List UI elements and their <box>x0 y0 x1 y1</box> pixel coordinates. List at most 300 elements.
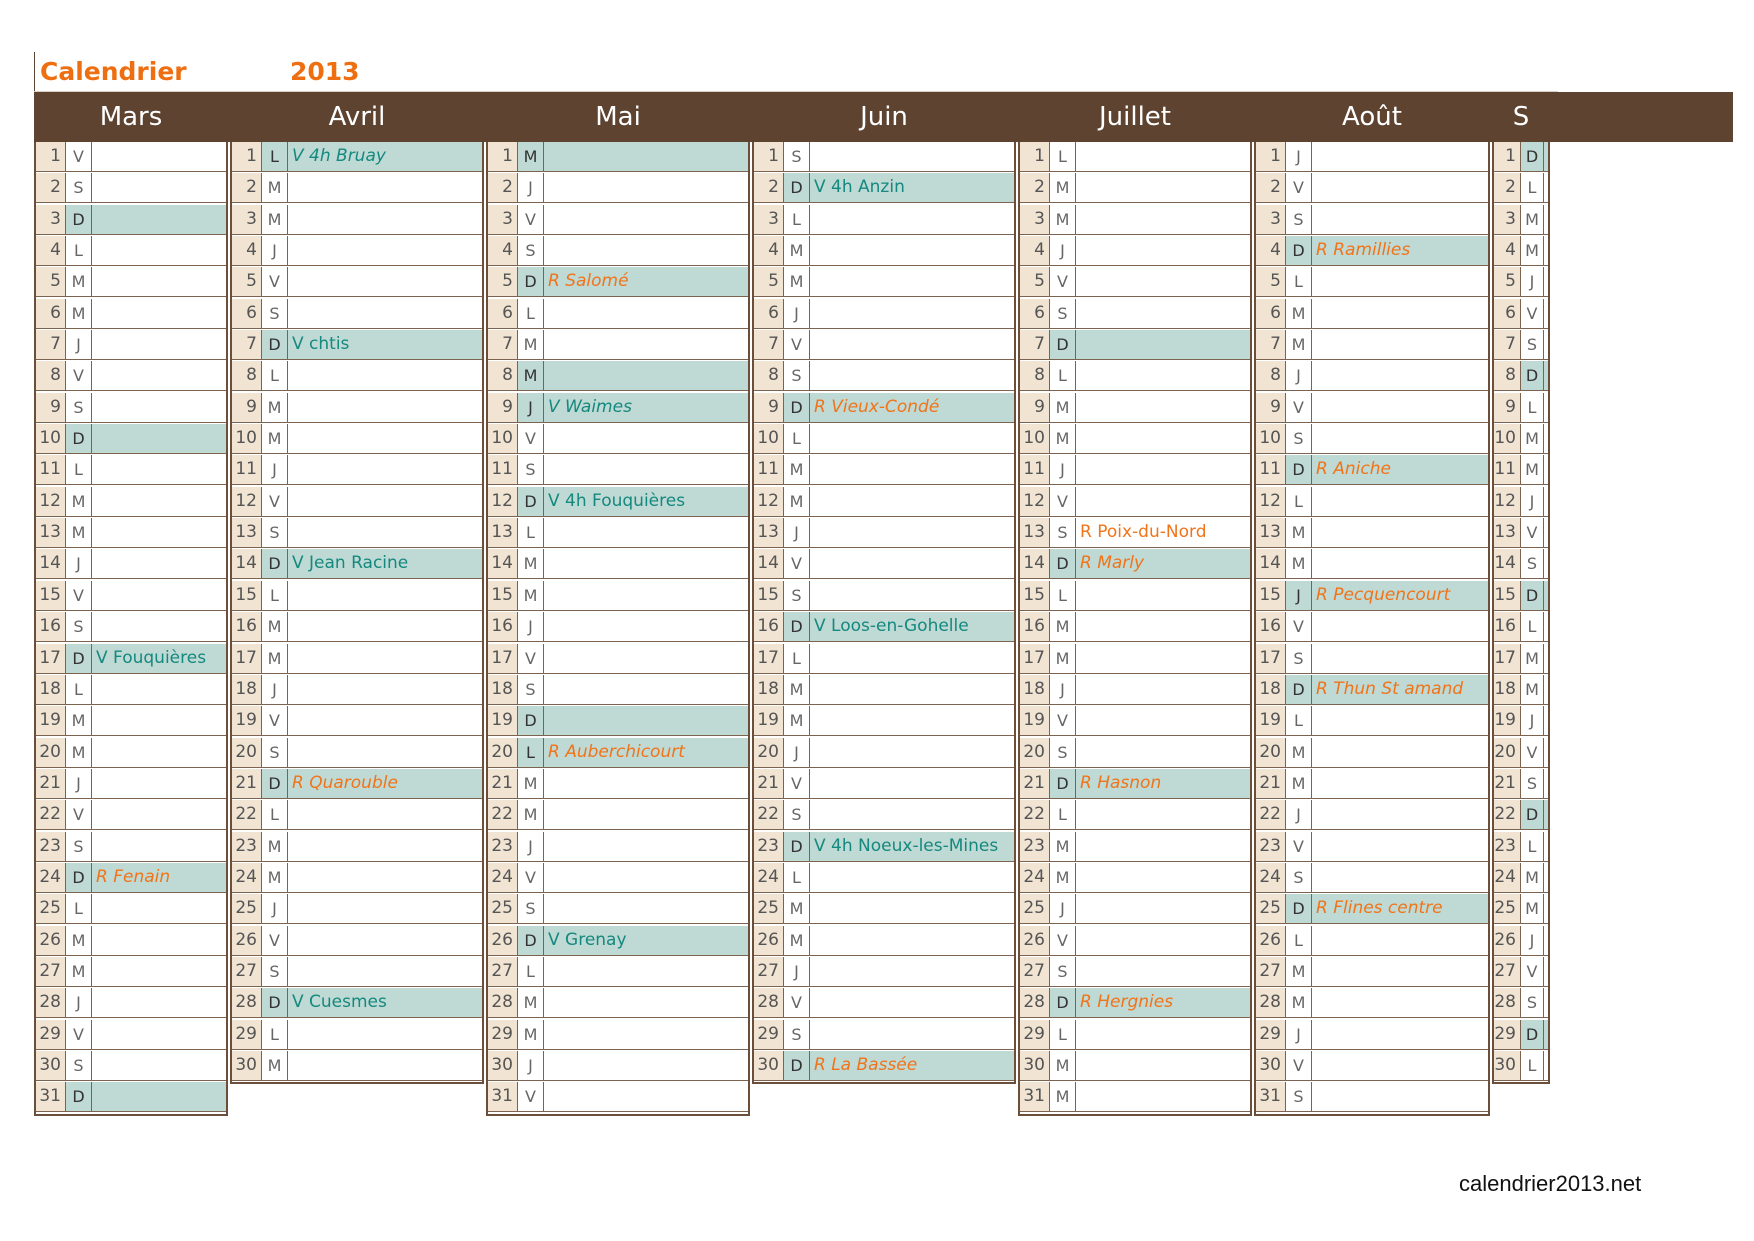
footer-site: calendrier2013.net <box>1459 1171 1642 1196</box>
day-event <box>544 769 748 798</box>
day-row <box>1494 455 1548 485</box>
day-row <box>1494 894 1548 924</box>
day-event <box>810 361 1014 390</box>
day-event <box>1544 361 1548 390</box>
day-row <box>1494 800 1548 830</box>
day-event <box>1076 644 1250 673</box>
day-row <box>36 675 226 705</box>
day-row <box>232 393 482 423</box>
day-event <box>1076 1051 1250 1080</box>
day-of-week: V <box>262 706 288 735</box>
day-row <box>1256 863 1488 893</box>
day-number: 25 <box>1494 894 1521 923</box>
day-of-week: V <box>66 361 92 390</box>
day-row <box>754 1020 1014 1050</box>
day-number: 22 <box>1020 800 1050 829</box>
day-of-week: L <box>784 424 810 453</box>
day-row <box>1020 455 1250 485</box>
day-row <box>1256 581 1488 611</box>
day-row <box>1256 173 1488 203</box>
day-number: 15 <box>1256 581 1286 610</box>
day-event <box>544 800 748 829</box>
day-row <box>36 455 226 485</box>
day-of-week: J <box>784 299 810 328</box>
day-number: 2 <box>754 173 784 202</box>
day-of-week: V <box>66 1020 92 1049</box>
day-event <box>1312 299 1488 328</box>
day-event <box>544 299 748 328</box>
day-event <box>1312 644 1488 673</box>
day-event <box>810 1020 1014 1049</box>
day-number: 3 <box>36 205 66 234</box>
day-row <box>1256 675 1488 705</box>
day-row <box>1494 1020 1548 1050</box>
day-of-week: M <box>262 205 288 234</box>
day-of-week: M <box>784 267 810 296</box>
day-event <box>1076 299 1250 328</box>
day-event: R Quarouble <box>288 769 482 798</box>
day-row <box>36 549 226 579</box>
day-row <box>1256 549 1488 579</box>
day-event <box>92 518 226 547</box>
day-of-week: S <box>66 612 92 641</box>
day-number: 11 <box>754 455 784 484</box>
day-number: 8 <box>1494 361 1521 390</box>
day-event <box>1312 706 1488 735</box>
day-of-week: M <box>262 424 288 453</box>
day-row <box>1256 267 1488 297</box>
day-row <box>232 800 482 830</box>
day-of-week: M <box>66 299 92 328</box>
day-row <box>754 330 1014 360</box>
day-number: 16 <box>1494 612 1521 641</box>
day-event: R La Bassée <box>810 1051 1014 1080</box>
day-number: 11 <box>1020 455 1050 484</box>
day-row <box>1494 706 1548 736</box>
day-of-week: M <box>784 455 810 484</box>
day-number: 26 <box>1494 926 1521 955</box>
day-number: 22 <box>754 800 784 829</box>
day-event <box>1544 455 1548 484</box>
day-row <box>488 361 748 391</box>
day-row <box>488 612 748 642</box>
day-number: 6 <box>1256 299 1286 328</box>
day-row <box>488 330 748 360</box>
day-of-week: J <box>784 738 810 767</box>
day-number: 10 <box>232 424 262 453</box>
day-of-week: S <box>1521 549 1544 578</box>
day-event <box>1544 330 1548 359</box>
day-event <box>92 581 226 610</box>
day-event <box>1544 863 1548 892</box>
day-row <box>1020 549 1250 579</box>
day-event: R Hergnies <box>1076 988 1250 1017</box>
day-number: 14 <box>754 549 784 578</box>
day-of-week: M <box>784 487 810 516</box>
day-row <box>754 361 1014 391</box>
day-of-week: L <box>1286 487 1312 516</box>
day-of-week: J <box>784 957 810 986</box>
day-of-week: V <box>1521 738 1544 767</box>
day-number: 5 <box>36 267 66 296</box>
day-number: 17 <box>1256 644 1286 673</box>
day-row <box>1020 800 1250 830</box>
day-row <box>36 518 226 548</box>
day-event <box>1544 393 1548 422</box>
day-event <box>92 988 226 1017</box>
day-number: 20 <box>1494 738 1521 767</box>
day-of-week: M <box>518 800 544 829</box>
day-event <box>1076 393 1250 422</box>
day-of-week: J <box>66 549 92 578</box>
day-row <box>232 644 482 674</box>
day-number: 23 <box>1494 832 1521 861</box>
day-row <box>488 393 748 423</box>
day-row <box>1494 612 1548 642</box>
day-event <box>810 330 1014 359</box>
day-of-week: M <box>784 926 810 955</box>
day-of-week: D <box>66 863 92 892</box>
day-number: 28 <box>754 988 784 1017</box>
day-event <box>92 800 226 829</box>
day-row <box>1494 926 1548 956</box>
day-number: 23 <box>232 832 262 861</box>
day-event: R Ramillies <box>1312 236 1488 265</box>
day-number: 31 <box>1256 1082 1286 1111</box>
day-number: 10 <box>1256 424 1286 453</box>
day-event <box>288 926 482 955</box>
day-event <box>288 894 482 923</box>
day-number: 26 <box>1020 926 1050 955</box>
day-number: 11 <box>232 455 262 484</box>
day-event <box>288 1051 482 1080</box>
day-number: 12 <box>36 487 66 516</box>
day-event <box>92 424 226 453</box>
day-row <box>232 832 482 862</box>
day-number: 9 <box>754 393 784 422</box>
day-of-week: D <box>1286 894 1312 923</box>
day-of-week: M <box>1050 393 1076 422</box>
day-row <box>1256 957 1488 987</box>
day-event <box>1076 863 1250 892</box>
day-row <box>1020 988 1250 1018</box>
day-event <box>810 518 1014 547</box>
day-event: V Loos-en-Gohelle <box>810 612 1014 641</box>
day-of-week: M <box>518 330 544 359</box>
day-row <box>36 299 226 329</box>
day-event <box>544 1020 748 1049</box>
day-number: 7 <box>754 330 784 359</box>
day-of-week: V <box>1521 299 1544 328</box>
day-event <box>288 581 482 610</box>
day-number: 2 <box>1256 173 1286 202</box>
day-number: 13 <box>1494 518 1521 547</box>
day-number: 12 <box>488 487 518 516</box>
day-number: 25 <box>1256 894 1286 923</box>
day-of-week: M <box>1521 424 1544 453</box>
day-number: 6 <box>1494 299 1521 328</box>
month-column <box>486 142 750 1116</box>
day-row <box>1020 738 1250 768</box>
day-of-week: V <box>1050 706 1076 735</box>
day-number: 18 <box>488 675 518 704</box>
day-number: 15 <box>488 581 518 610</box>
day-number: 21 <box>1494 769 1521 798</box>
day-number: 29 <box>36 1020 66 1049</box>
day-number: 16 <box>488 612 518 641</box>
day-of-week: L <box>1521 393 1544 422</box>
day-number: 24 <box>36 863 66 892</box>
day-row <box>488 988 748 1018</box>
day-row <box>488 236 748 266</box>
day-of-week: M <box>518 361 544 390</box>
day-row <box>36 957 226 987</box>
day-row <box>1494 518 1548 548</box>
day-row <box>1494 988 1548 1018</box>
day-event <box>288 393 482 422</box>
day-number: 26 <box>488 926 518 955</box>
day-event: V Grenay <box>544 926 748 955</box>
day-row <box>488 769 748 799</box>
day-event <box>1076 832 1250 861</box>
day-of-week: S <box>1050 299 1076 328</box>
day-event <box>1076 581 1250 610</box>
day-event <box>1544 926 1548 955</box>
day-row <box>1494 738 1548 768</box>
day-number: 17 <box>232 644 262 673</box>
day-of-week: L <box>66 455 92 484</box>
day-of-week: M <box>1286 299 1312 328</box>
day-event <box>288 518 482 547</box>
day-event: V 4h Fouquières <box>544 487 748 516</box>
day-row <box>488 142 748 172</box>
day-row <box>36 330 226 360</box>
day-event <box>544 644 748 673</box>
day-row <box>1494 581 1548 611</box>
day-row <box>1494 299 1548 329</box>
day-row <box>1494 173 1548 203</box>
day-of-week: M <box>262 393 288 422</box>
day-number: 5 <box>1494 267 1521 296</box>
day-number: 23 <box>1256 832 1286 861</box>
day-row <box>1020 894 1250 924</box>
day-of-week: M <box>66 487 92 516</box>
day-number: 25 <box>1020 894 1050 923</box>
day-event <box>92 236 226 265</box>
day-event <box>92 1082 226 1111</box>
day-of-week: J <box>262 675 288 704</box>
day-of-week: V <box>1286 832 1312 861</box>
day-event <box>92 675 226 704</box>
day-row <box>1256 330 1488 360</box>
day-of-week: V <box>1521 518 1544 547</box>
day-row <box>1020 957 1250 987</box>
day-number: 10 <box>488 424 518 453</box>
day-number: 20 <box>232 738 262 767</box>
day-row <box>1256 706 1488 736</box>
day-number: 8 <box>754 361 784 390</box>
day-number: 22 <box>488 800 518 829</box>
day-of-week: D <box>1050 549 1076 578</box>
day-row <box>754 832 1014 862</box>
day-event <box>544 330 748 359</box>
day-number: 1 <box>36 142 66 171</box>
day-number: 28 <box>1494 988 1521 1017</box>
day-number: 25 <box>232 894 262 923</box>
day-event <box>1544 236 1548 265</box>
day-number: 16 <box>36 612 66 641</box>
day-row <box>488 205 748 235</box>
day-of-week: M <box>66 518 92 547</box>
day-of-week: S <box>1050 738 1076 767</box>
day-event <box>1076 894 1250 923</box>
day-row <box>1494 487 1548 517</box>
day-number: 6 <box>488 299 518 328</box>
day-number: 11 <box>488 455 518 484</box>
day-number: 12 <box>1494 487 1521 516</box>
day-number: 4 <box>232 236 262 265</box>
day-of-week: J <box>518 173 544 202</box>
day-event <box>1312 1082 1488 1111</box>
month-column <box>1254 142 1490 1116</box>
day-event <box>1076 205 1250 234</box>
day-number: 2 <box>1494 173 1521 202</box>
day-row <box>1494 769 1548 799</box>
day-of-week: D <box>1521 142 1544 171</box>
day-event <box>288 863 482 892</box>
day-of-week: M <box>1050 205 1076 234</box>
day-event <box>1312 957 1488 986</box>
day-number: 19 <box>488 706 518 735</box>
day-event <box>92 455 226 484</box>
day-number: 30 <box>1020 1051 1050 1080</box>
day-number: 7 <box>36 330 66 359</box>
day-number: 20 <box>1256 738 1286 767</box>
day-number: 18 <box>1494 675 1521 704</box>
day-row <box>36 205 226 235</box>
day-number: 17 <box>1020 644 1050 673</box>
day-of-week: L <box>1521 832 1544 861</box>
day-row <box>754 894 1014 924</box>
day-of-week: D <box>66 424 92 453</box>
day-row <box>488 832 748 862</box>
day-number: 9 <box>1020 393 1050 422</box>
day-event <box>92 1051 226 1080</box>
day-event <box>1544 299 1548 328</box>
day-of-week: L <box>1050 142 1076 171</box>
day-of-week: M <box>784 236 810 265</box>
day-row <box>754 205 1014 235</box>
day-row <box>1494 549 1548 579</box>
day-event <box>1312 487 1488 516</box>
day-number: 8 <box>1256 361 1286 390</box>
day-of-week: M <box>1050 424 1076 453</box>
day-number: 20 <box>1020 738 1050 767</box>
day-of-week: M <box>1050 173 1076 202</box>
day-event <box>544 957 748 986</box>
day-event <box>544 424 748 453</box>
day-number: 21 <box>488 769 518 798</box>
day-of-week: J <box>1286 1020 1312 1049</box>
day-of-week: M <box>1521 205 1544 234</box>
day-event <box>92 173 226 202</box>
day-number: 29 <box>1256 1020 1286 1049</box>
day-row <box>1494 361 1548 391</box>
day-event <box>1312 800 1488 829</box>
day-number: 6 <box>1020 299 1050 328</box>
day-number: 19 <box>36 706 66 735</box>
day-row <box>1020 581 1250 611</box>
day-of-week: D <box>518 926 544 955</box>
day-of-week: V <box>1286 173 1312 202</box>
day-of-week: M <box>262 612 288 641</box>
day-row <box>232 487 482 517</box>
day-event <box>1312 769 1488 798</box>
day-row <box>1020 236 1250 266</box>
day-number: 26 <box>1256 926 1286 955</box>
day-of-week: S <box>518 675 544 704</box>
day-number: 20 <box>488 738 518 767</box>
day-number: 11 <box>1256 455 1286 484</box>
day-number: 1 <box>232 142 262 171</box>
day-row <box>36 424 226 454</box>
day-row <box>36 612 226 642</box>
day-of-week: S <box>262 518 288 547</box>
day-event <box>288 957 482 986</box>
day-number: 24 <box>1256 863 1286 892</box>
day-row <box>1256 738 1488 768</box>
day-of-week: S <box>784 142 810 171</box>
day-number: 31 <box>36 1082 66 1111</box>
day-event <box>1544 487 1548 516</box>
day-number: 20 <box>36 738 66 767</box>
day-of-week: V <box>66 581 92 610</box>
day-event <box>92 706 226 735</box>
day-number: 14 <box>1020 549 1050 578</box>
day-event <box>544 894 748 923</box>
day-event <box>810 988 1014 1017</box>
day-of-week: M <box>66 706 92 735</box>
day-event <box>288 1020 482 1049</box>
day-row <box>1494 1051 1548 1081</box>
day-of-week: L <box>518 518 544 547</box>
day-row <box>754 518 1014 548</box>
day-row <box>1256 518 1488 548</box>
day-number: 31 <box>1020 1082 1050 1111</box>
day-of-week: L <box>66 236 92 265</box>
day-number: 28 <box>1256 988 1286 1017</box>
day-row <box>1256 1051 1488 1081</box>
day-event <box>810 487 1014 516</box>
day-number: 15 <box>232 581 262 610</box>
day-number: 16 <box>754 612 784 641</box>
day-of-week: V <box>1050 926 1076 955</box>
day-event <box>1544 612 1548 641</box>
day-event <box>1312 393 1488 422</box>
day-of-week: L <box>66 894 92 923</box>
day-event <box>288 487 482 516</box>
day-row <box>754 236 1014 266</box>
day-number: 10 <box>1494 424 1521 453</box>
day-row <box>232 455 482 485</box>
day-number: 31 <box>488 1082 518 1111</box>
month-header: S <box>1512 102 1530 132</box>
day-of-week: S <box>1521 988 1544 1017</box>
day-number: 8 <box>488 361 518 390</box>
day-number: 4 <box>754 236 784 265</box>
day-of-week: M <box>1286 549 1312 578</box>
day-number: 19 <box>1494 706 1521 735</box>
